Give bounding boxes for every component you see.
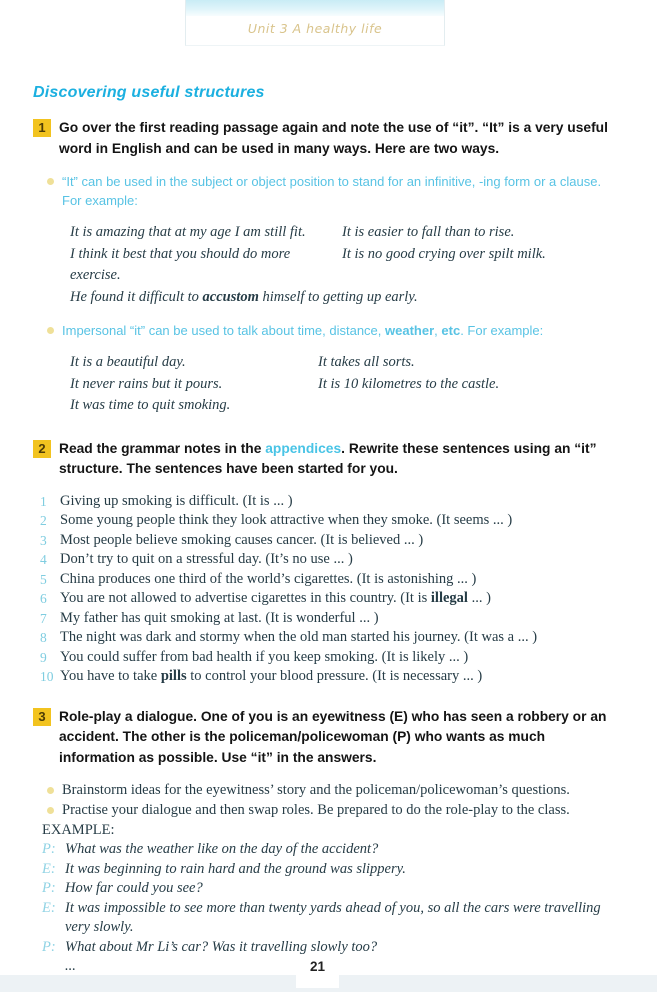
grammar-note-2-text: Impersonal “it” can be used to talk about time, distance, weather, etc. For example: xyxy=(62,323,544,338)
list-item-number: 10 xyxy=(40,669,54,684)
example-row xyxy=(70,244,624,287)
task-1-head xyxy=(33,118,624,159)
example-row xyxy=(70,222,624,244)
grammar-note-2 xyxy=(47,321,624,340)
bullet-text: Practise your dialogue and then swap roles. Be prepared to do the role-play to the class. xyxy=(62,802,570,818)
grammar-note-1-text: “It” can be used in the subject or object position to stand for an infinitive, -ing form or a clause. For example: xyxy=(62,174,602,208)
example-row xyxy=(70,287,624,309)
list-item-text: Some young people think they look attractive when they smoke. (It seems ... ) xyxy=(60,512,513,528)
task-3-head xyxy=(33,707,624,769)
task-number-badge: 3 xyxy=(33,708,51,726)
list-item xyxy=(40,648,624,668)
list-item-number: 4 xyxy=(40,552,47,567)
list-item xyxy=(40,589,624,609)
unit-banner xyxy=(185,0,445,46)
bullet-dot-icon xyxy=(47,327,54,334)
list-item-number: 8 xyxy=(40,630,47,645)
list-item xyxy=(40,570,624,590)
list-item xyxy=(40,667,624,687)
example-sentence: I think it best that you should do more exercise. xyxy=(70,245,291,283)
grammar-note-1 xyxy=(47,172,624,210)
list-item-number: 9 xyxy=(40,649,47,665)
dialogue-speaker: P: xyxy=(42,938,56,955)
banner-gradient-strip xyxy=(186,0,444,16)
example-sentence: He found it difficult to accustom himself to getting up early. xyxy=(70,288,418,305)
example-sentence: It is 10 kilometres to the castle. xyxy=(318,375,500,392)
dialogue-speaker: E: xyxy=(42,899,56,916)
list-item xyxy=(40,492,624,512)
list-item xyxy=(40,531,624,551)
list-item xyxy=(40,511,624,531)
list-item xyxy=(40,609,624,629)
example-sentence: It is no good crying over spilt milk. xyxy=(342,245,546,262)
dialogue-speaker xyxy=(42,957,65,977)
list-item-number: 5 xyxy=(40,571,47,587)
example-sentence: It is a beautiful day. xyxy=(70,354,186,370)
list-item xyxy=(40,628,624,648)
task-number-badge: 2 xyxy=(33,440,51,458)
dialogue-line xyxy=(42,840,624,860)
example-sentence: It never rains but it pours. xyxy=(70,375,223,392)
dialogue-line xyxy=(42,860,624,880)
bullet-dot-icon xyxy=(47,787,54,794)
dialogue-line xyxy=(42,938,624,958)
bullet-text: Brainstorm ideas for the eyewitness’ story and the policeman/policewoman’s questions. xyxy=(62,782,570,798)
bullet-item xyxy=(47,780,624,800)
task-3 xyxy=(33,707,624,977)
list-item-number: 2 xyxy=(40,513,47,528)
dialogue-text: It was impossible to see more than twenty yards ahead of you, so all the cars were travelling very slowly. xyxy=(65,899,601,935)
task-2-head xyxy=(33,439,624,480)
list-item-text: The night was dark and stormy when the old man started his journey. (It was a ... ) xyxy=(60,629,538,645)
dialogue-speaker: E: xyxy=(42,860,56,877)
list-item xyxy=(40,550,624,570)
section-heading: Discovering useful structures xyxy=(33,84,265,101)
example-sentence: It is easier to fall than to rise. xyxy=(342,224,515,240)
list-item-text: Don’t try to quit on a stressful day. (It’s no use ... ) xyxy=(60,551,353,567)
example-sentence: It was time to quit smoking. xyxy=(70,397,231,413)
bullet-item xyxy=(47,800,624,820)
bullet-dot-icon xyxy=(47,807,54,814)
appendices-reference: appendices xyxy=(265,440,342,456)
dialogue-speaker: P: xyxy=(42,880,56,896)
dialogue-line xyxy=(42,879,624,899)
example-label: EXAMPLE: xyxy=(42,822,115,838)
list-item-text: You could suffer from bad health if you keep smoking. (It is likely ... ) xyxy=(60,648,469,665)
task-number-badge: 1 xyxy=(33,119,51,137)
task-1-instruction: Go over the first reading passage again and note the use of “it”. “It” is a very useful word in English and can be used in many ways. Here are two ways. xyxy=(59,120,608,156)
page-number: 21 xyxy=(296,956,339,988)
list-item-text: You are not allowed to advertise cigarettes in this country. (It is illegal ... ) xyxy=(60,590,491,606)
task-2-instruction xyxy=(59,439,624,480)
task-3-bullets xyxy=(33,780,624,820)
dialogue-text: What about Mr Li’s car? Was it travelling slowly too? xyxy=(65,938,378,955)
list-item-text: China produces one third of the world’s cigarettes. (It is astonishing ... ) xyxy=(60,570,477,587)
dialogue-text: How far could you see? xyxy=(65,880,203,896)
dialogue-speaker: P: xyxy=(42,841,56,857)
example-row xyxy=(70,374,624,396)
list-item-text: Most people believe smoking causes cancer. (It is believed ... ) xyxy=(60,531,424,548)
dialogue-text: What was the weather like on the day of the accident? xyxy=(65,841,379,857)
list-item-number: 7 xyxy=(40,610,47,626)
task-2-text-after: . Rewrite these sentences using an “it” structure. The sentences have been started for you. xyxy=(59,440,597,476)
task-2 xyxy=(33,439,624,687)
list-item-text: You have to take pills to control your blood pressure. (It is necessary ... ) xyxy=(60,668,483,684)
bullet-dot-icon xyxy=(47,178,54,185)
list-item-number: 1 xyxy=(40,493,47,509)
example-row xyxy=(70,395,624,417)
dialogue-text: It was beginning to rain hard and the ground was slippery. xyxy=(65,860,406,877)
sentence-list xyxy=(40,492,624,687)
list-item-number: 3 xyxy=(40,532,47,548)
list-item-text: My father has quit smoking at last. (It is wonderful ... ) xyxy=(60,609,379,626)
example-sentence: It takes all sorts. xyxy=(318,354,415,370)
page-content xyxy=(33,84,624,977)
task-3-instruction: Role-play a dialogue. One of you is an eyewitness (E) who has seen a robbery or an accident. The other is the policeman/policewoman (P) who wants as much information as possible. Use “it” in the answers. xyxy=(59,708,607,765)
list-item-number: 6 xyxy=(40,591,47,606)
example-grid-1 xyxy=(70,222,624,308)
task-1 xyxy=(33,118,624,417)
unit-title: Unit 3 A healthy life xyxy=(247,21,383,36)
dialogue-line xyxy=(42,899,624,938)
example-row xyxy=(70,352,624,374)
example-sentence: It is amazing that at my age I am still fit. xyxy=(70,224,306,240)
dialogue-text: ... xyxy=(65,958,76,974)
list-item-text: Giving up smoking is difficult. (It is ... ) xyxy=(60,492,293,509)
example-grid-2 xyxy=(70,352,624,417)
task-2-text-before: Read the grammar notes in the xyxy=(59,440,266,456)
